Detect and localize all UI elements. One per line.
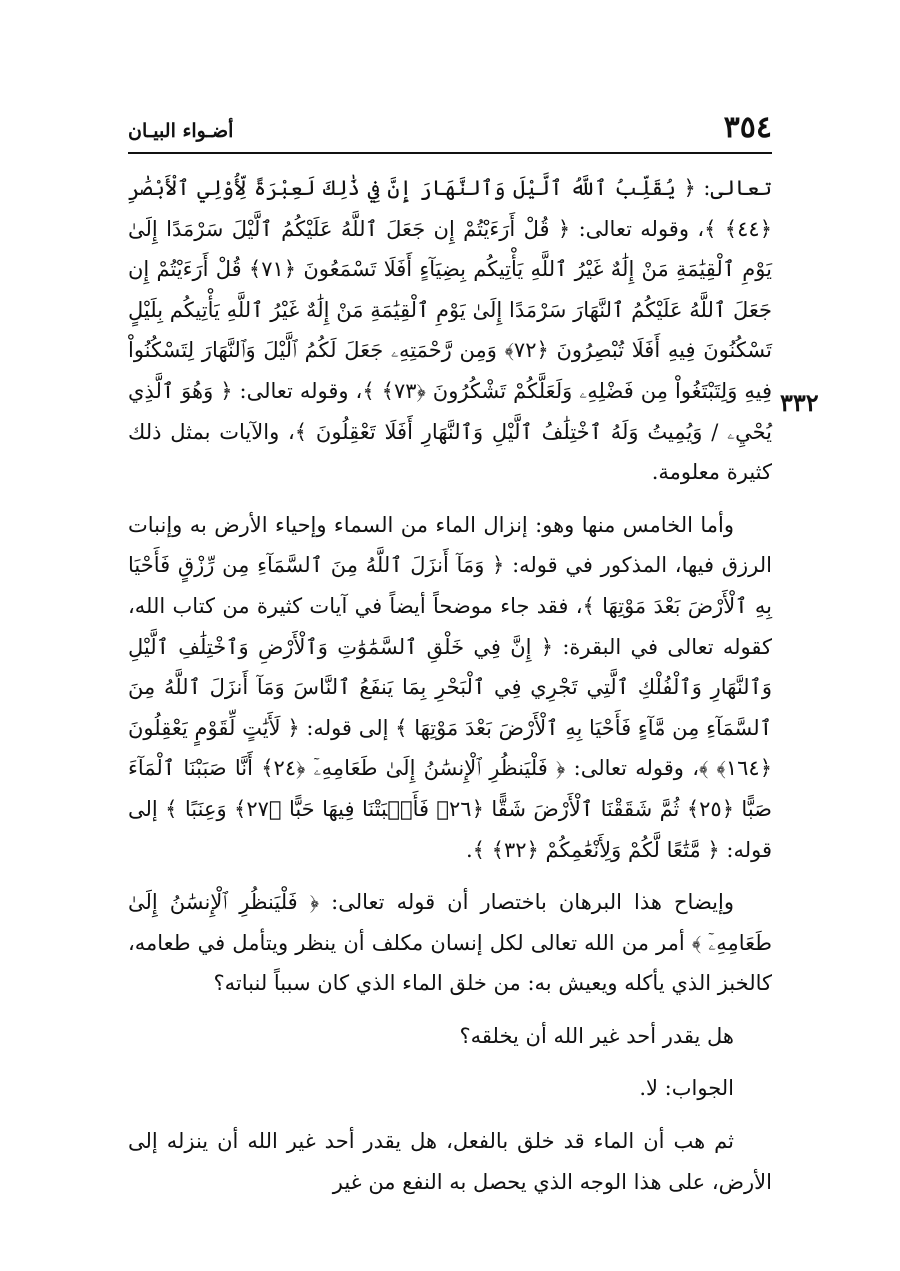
paragraph-explanation: وإيضاح هذا البرهان باختصار أن قوله تعالى: ﴿ فَلْيَنظُرِ ٱلْإِنسَٰنُ إِلَىٰ طَعَامِهِۦٓ ﴾ أمر من الله تعالى لكل إنسان مكلف أن ينظر ويتأمل في طعامه، كالخبز الذي يأكله ويعيش به: من خلق الماء الذي كان سبباً لنباته؟ [128,890,772,996]
paragraph-fifth-proof-rain: وأما الخامس منها وهو: إنزال الماء من السماء وإحياء الأرض به وإنبات الرزق فيها، المذكور في قوله: ﴿ وَمَآ أَنزَلَ ٱللَّهُ مِنَ ٱلسَّمَآءِ مِن رِّزْقٍ فَأَحْيَا بِهِ ٱلْأَرْضَ بَعْدَ مَوْتِهَا ﴾، فقد جاء موضحاً أيضاً في آيات كثيرة من كتاب الله، كقوله تعالى في البقرة: ﴿ إِنَّ فِي خَلْقِ ٱلسَّمَٰوَٰتِ وَٱلْأَرْضِ وَٱخْتِلَٰفِ ٱلَّيْلِ وَٱلنَّهَارِ وَٱلْفُلْكِ ٱلَّتِي تَجْرِي فِي ٱلْبَحْرِ بِمَا يَنفَعُ ٱلنَّاسَ وَمَآ أَنزَلَ ٱللَّهُ مِنَ ٱلسَّمَآءِ مِن مَّآءٍ فَأَحْيَا بِهِ ٱلْأَرْضَ بَعْدَ مَوْتِهَا ﴾ إلى قوله: ﴿ لَأَيَٰتٍ لِّقَوْمٍ يَعْقِلُونَ ﴿١٦٤﴾ ﴾، وقوله تعالى: ﴿ فَلْيَنظُرِ ٱلْإِنسَٰنُ إِلَىٰ طَعَامِهِۦٓ ﴿٢٤﴾ أَنَّا صَبَبْنَا ٱلْمَآءَ صَبًّا ﴿٢٥﴾ ثُمَّ شَقَقْنَا ٱلْأَرْضَ شَقًّا ﴿٢٦﴾ فَأَنۢبَتْنَا فِيهَا حَبًّا ﴿٢٧﴾ وَعِنَبًا ﴾ إلى قوله: ﴿ مَّتَٰعًا لَّكُمْ وَلِأَنْعَٰمِكُمْ ﴿٣٢﴾ ﴾. [128,512,772,862]
paragraph-question: هل يقدر أحد غير الله أن يخلقه؟ [459,1023,734,1048]
margin-page-reference: ٣٣٢ [780,388,819,417]
page-body [128,168,772,1202]
header-divider [128,152,772,154]
paragraph-continuation: ثم هب أن الماء قد خلق بالفعل، هل يقدر أحد غير الله أن ينزله إلى الأرض، على هذا الوجه الذي يحصل به النفع من غير [128,1129,772,1194]
paragraph-verses-night-day: تعالى: ﴿ يُقَلِّبُ ٱللَّهُ ٱلَّيْلَ وَٱلنَّهَارَ إِنَّ فِي ذَٰلِكَ لَعِبْرَةً لِّأُوْلِي ٱلْأَبْصَٰرِ ﴿٤٤﴾ ﴾، وقوله تعالى: ﴿ قُلْ أَرَءَيْتُمْ إِن جَعَلَ ٱللَّهُ عَلَيْكُمُ ٱلَّيْلَ سَرْمَدًا إِلَىٰ يَوْمِ ٱلْقِيَٰمَةِ مَنْ إِلَٰهٌ غَيْرُ ٱللَّهِ يَأْتِيكُم بِضِيَآءٍ أَفَلَا تَسْمَعُونَ ﴿٧١﴾ قُلْ أَرَءَيْتُمْ إِن جَعَلَ ٱللَّهُ عَلَيْكُمُ ٱلنَّهَارَ سَرْمَدًا إِلَىٰ يَوْمِ ٱلْقِيَٰمَةِ مَنْ إِلَٰهٌ غَيْرُ ٱللَّهِ يَأْتِيكُم بِلَيْلٍ تَسْكُنُونَ فِيهِ أَفَلَا تُبْصِرُونَ ﴿٧٢﴾ وَمِن رَّحْمَتِهِۦ جَعَلَ لَكُمُ ٱلَّيْلَ وَٱلنَّهَارَ لِتَسْكُنُواْ فِيهِ وَلِتَبْتَغُواْ مِن فَضْلِهِۦ وَلَعَلَّكُمْ تَشْكُرُونَ ﴿٧٣﴾ ﴾، وقوله تعالى: ﴿ وَهُوَ ٱلَّذِي يُحْيِۦ / وَيُمِيتُ وَلَهُ ٱخْتِلَٰفُ ٱلَّيْلِ وَٱلنَّهَارِ أَفَلَا تَعْقِلُونَ ﴾، والآيات بمثل ذلك كثيرة معلومة. [128,176,772,485]
page-header [128,108,772,150]
book-title: أضـواء البيـان [128,120,234,142]
page-number: ٣٥٤ [723,110,772,145]
paragraph-answer: الجواب: لا. [639,1076,734,1101]
